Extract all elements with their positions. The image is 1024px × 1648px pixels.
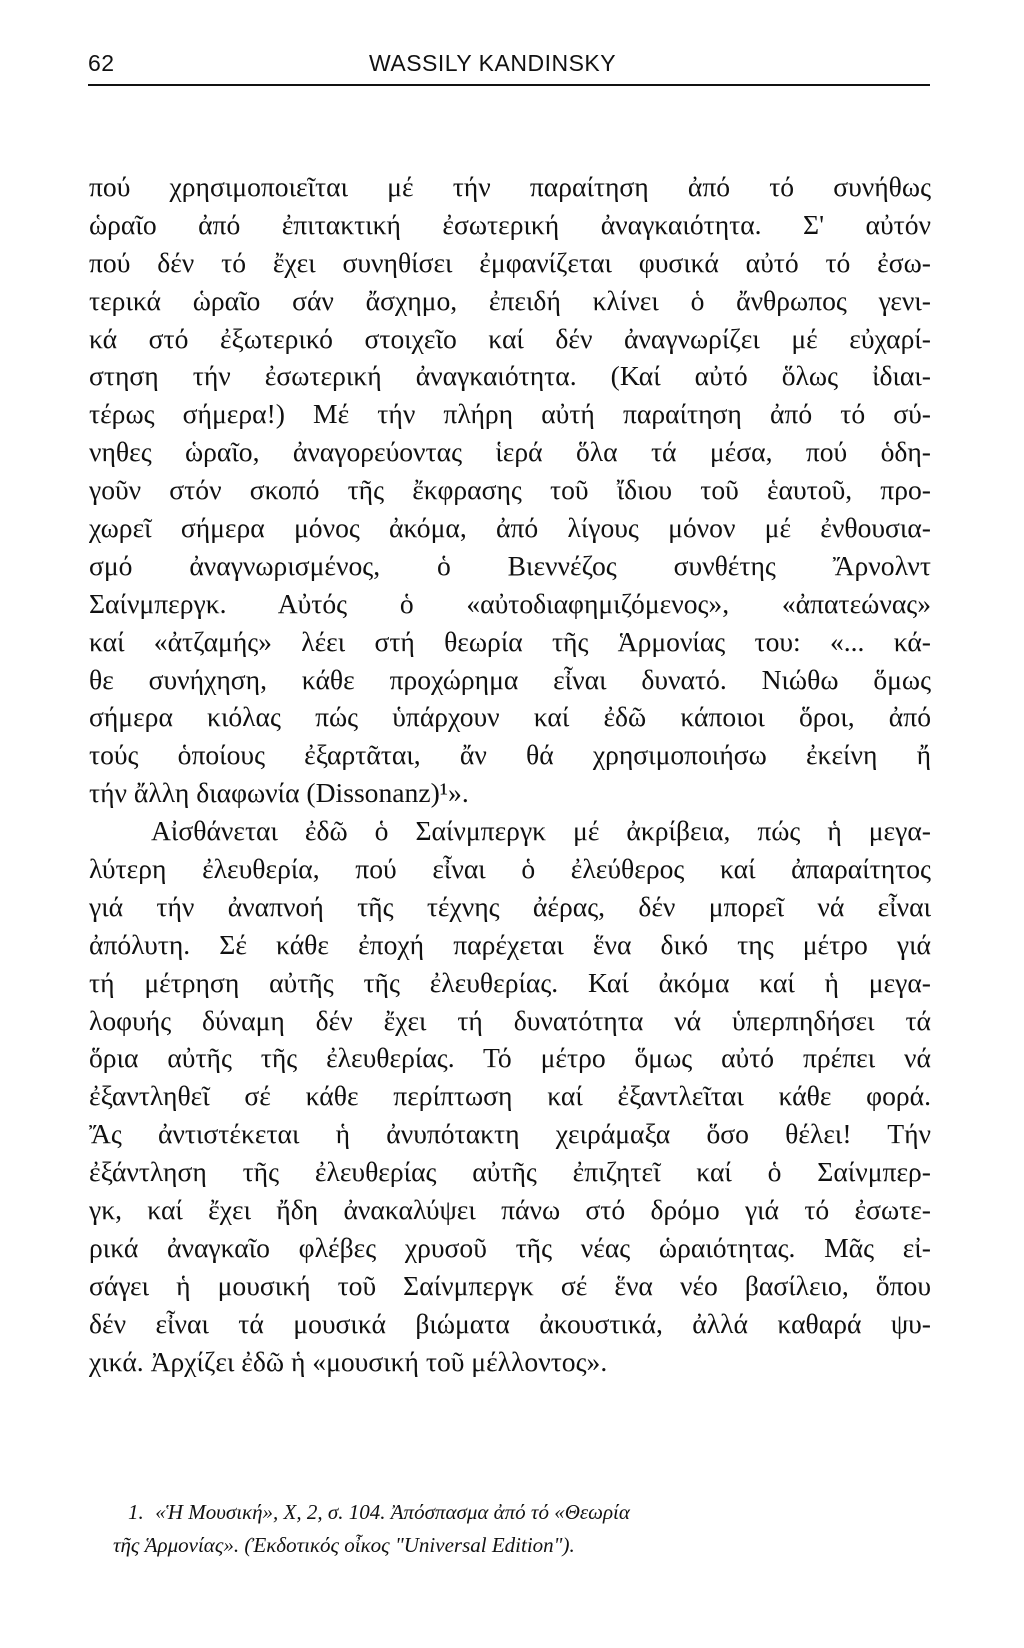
text-line: πού χρησιμοποιεῖται μέ τήν παραίτηση ἀπό τό συνήθως (89, 171, 931, 202)
running-title: WASSILY KANDINSKY (369, 50, 617, 76)
text-line: ρικά ἀναγκαῖο φλέβες χρυσοῦ τῆς νέας ὡραιότητας. Μᾶς εἰ- (89, 1231, 931, 1263)
text-line: Ἄς ἀντιστέκεται ἡ ἀνυπότακτη χειράμαξα ὅσο θέλει! Τήν (89, 1118, 931, 1150)
text-line: γιά τήν ἀναπνοή τῆς τέχνης ἀέρας, δέν μπορεῖ νά εἶναι (89, 890, 931, 922)
footnote-text: «Ἡ Μουσική», X, 2, σ. 104. Ἀπόσπασμα ἀπό τό «Θεωρία (155, 1500, 630, 1524)
text-line: ἀπόλυτη. Σέ κάθε ἐποχή παρέχεται ἕνα δικό της μέτρο γιά (89, 928, 931, 960)
text-line: σήμερα κιόλας πώς ὑπάρχουν καί ἐδῶ κάποιοι ὅροι, ἀπό (89, 701, 931, 733)
text-line: στηση τήν ἐσωτερική ἀναγκαιότητα. (Καί αὐτό ὅλως ἰδιαι- (89, 360, 931, 392)
footnote-line: τῆς Ἁρμονίας». (Ἐκδοτικός οἶκος "Universal Edition"). (113, 1533, 575, 1557)
text-line: θε συνήχηση, κάθε προχώρημα εἶναι δυνατό. Νιώθω ὅμως (89, 663, 931, 695)
text-line: λοφυής δύναμη δέν ἔχει τή δυνατότητα νά ὑπερπηδήσει τά (89, 1004, 931, 1036)
text-line: δέν εἶναι τά μουσικά βιώματα ἀκουστικά, ἀλλά καθαρά ψυ- (89, 1307, 931, 1339)
text-line: σάγει ἡ μουσική τοῦ Σαίνμπεργκ σέ ἕνα νέο βασίλειο, ὅπου (89, 1269, 931, 1301)
text-line: ἐξάντληση τῆς ἐλευθερίας αὐτῆς ἐπιζητεῖ καί ὁ Σαίνμπερ- (89, 1156, 931, 1188)
footnote (113, 1496, 931, 1562)
text-line: τέρως σήμερα!) Μέ τήν πλήρη αὐτή παραίτηση ἀπό τό σύ- (89, 398, 931, 430)
page-number: 62 (88, 50, 115, 76)
text-line: γοῦν στόν σκοπό τῆς ἔκφρασης τοῦ ἴδιου τοῦ ἑαυτοῦ, προ- (89, 474, 931, 506)
text-line: σμό ἀναγνωρισμένος, ὁ Βιεννέζος συνθέτης Ἄρνολντ (89, 549, 931, 581)
text-line: νηθες ὡραῖο, ἀναγορεύοντας ἱερά ὅλα τά μέσα, πού ὁδη- (89, 436, 931, 468)
footnote-number: 1. (128, 1500, 144, 1524)
text-line: ἐξαντληθεῖ σέ κάθε περίπτωση καί ἐξαντλεῖται κάθε φορά. (89, 1080, 931, 1112)
text-line: καί «ἀτζαμής» λέει στή θεωρία τῆς Ἁρμονίας του: «... κά- (89, 625, 931, 657)
body-text (89, 168, 931, 1381)
text-line: χωρεῖ σήμερα μόνος ἀκόμα, ἀπό λίγους μόνον μέ ἐνθουσια- (89, 512, 931, 544)
text-line: πού δέν τό ἔχει συνηθίσει ἐμφανίζεται φυσικά αὐτό τό ἐσω- (89, 246, 931, 278)
footnote-line (128, 1496, 931, 1529)
text-line: χικά. Ἀρχίζει ἐδῶ ἡ «μουσική τοῦ μέλλοντος». (89, 1345, 608, 1377)
text-line: τήν ἄλλη διαφωνία (Dissonanz)¹». (89, 777, 469, 809)
text-line: λύτερη ἐλευθερία, πού εἶναι ὁ ἐλεύθερος καί ἀπαραίτητος (89, 853, 931, 885)
text-line: τή μέτρηση αὐτῆς τῆς ἐλευθερίας. Καί ἀκόμα καί ἡ μεγα- (89, 966, 931, 998)
text-line: Σαίνμπεργκ. Αὐτός ὁ «αὐτοδιαφημιζόμενος», «ἀπατεώνας» (89, 587, 931, 619)
text-line: τούς ὁποίους ἐξαρτᾶται, ἄν θά χρησιμοποιήσω ἐκείνη ἤ (89, 739, 931, 771)
text-line: ὡραῖο ἀπό ἐπιτακτική ἐσωτερική ἀναγκαιότητα. Σ' αὐτόν (89, 208, 931, 240)
running-head (88, 44, 930, 86)
text-line: ὅρια αὐτῆς τῆς ἐλευθερίας. Τό μέτρο ὅμως αὐτό πρέπει νά (89, 1042, 931, 1074)
text-line: Αἰσθάνεται ἐδῶ ὁ Σαίνμπεργκ μέ ἀκρίβεια, πώς ἡ μεγα- (151, 815, 931, 847)
text-line: κά στό ἐξωτερικό στοιχεῖο καί δέν ἀναγνωρίζει μέ εὐχαρί- (89, 322, 931, 354)
text-line: γκ, καί ἔχει ἤδη ἀνακαλύψει πάνω στό δρόμο γιά τό ἐσωτε- (89, 1194, 931, 1226)
text-line: τερικά ὡραῖο σάν ἄσχημο, ἐπειδή κλίνει ὁ ἄνθρωπος γενι- (89, 284, 931, 316)
